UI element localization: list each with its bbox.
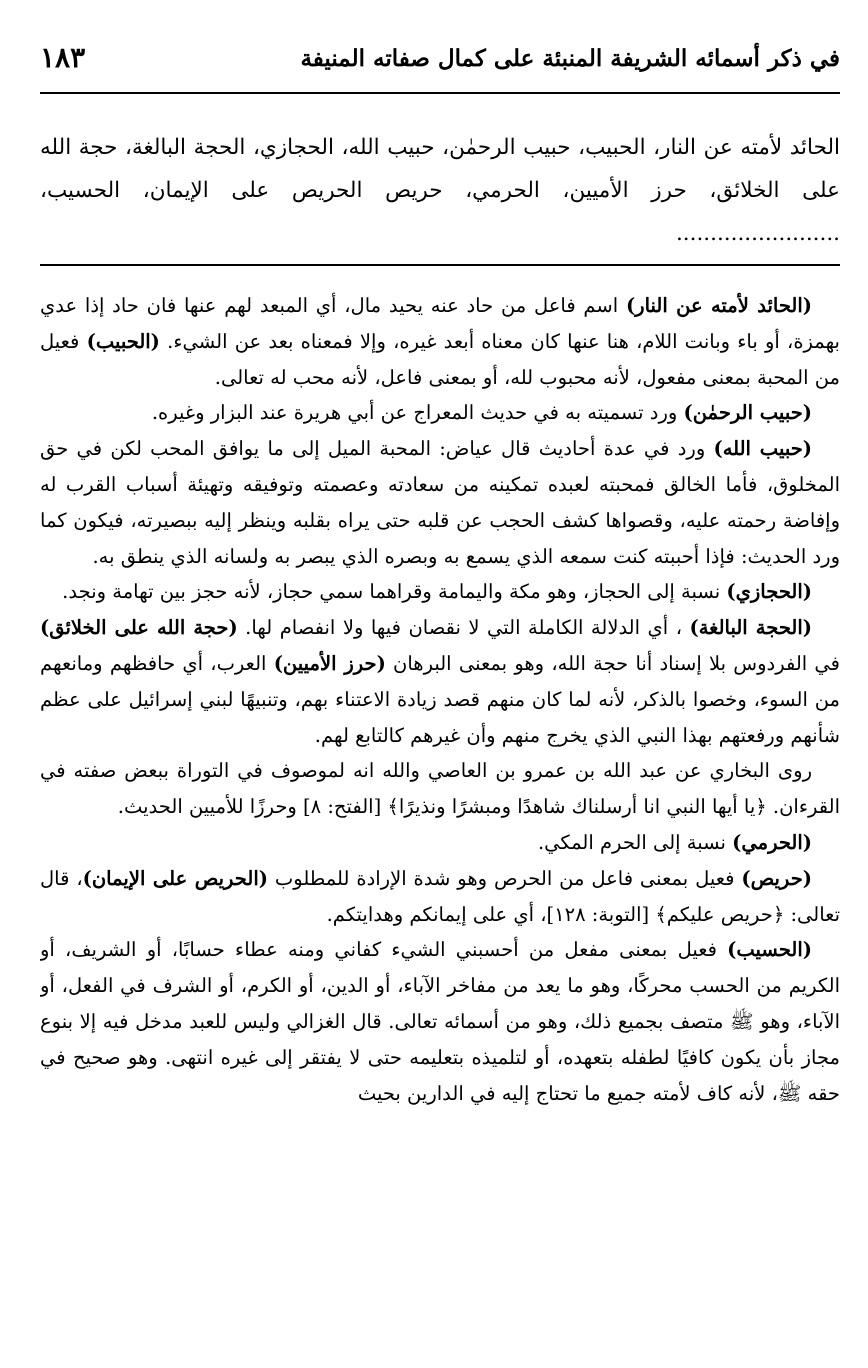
commentary-text: نسبة إلى الحرم المكي. (537, 830, 733, 854)
commentary-text: ، أي الدلالة الكاملة التي لا نقصان فيها ولا انفصام لها. (237, 616, 690, 640)
commentary-text: روى البخاري عن عبد الله بن عمرو بن العاصي والله انه لموصوف في التوراة ببعض صفته في القرءان. ﴿يا أيها النبي انا أرسلناك شاهدًا ومبشرًا ونذيرًا﴾ [الفتح: ٨] وحرزًا للأميين الحديث. (40, 759, 840, 819)
commentary-text: ورد في عدة أحاديث قال عياض: المحبة الميل إلى ما يوافق المحب لكن في حق المخلوق، فأما الخالق فمحبته لعبده تمكينه من سعادته وعصمته وتوفيقه وتهيئة أسباب القرب له وإفاضة رحمته عليه، وقصواها كشف الحجب عن قلبه حتى يراه بقلبه وينظر إليه ببصيرته، فيكون كما ورد الحديث: فإذا أحببته كنت سمعه الذي يسمع به وبصره الذي يبصر به ولسانه الذي ينطق به. (40, 437, 840, 568)
page-number: ١٨٣ (40, 41, 86, 74)
commentary-term: (الحائد لأمته عن النار) (625, 294, 812, 317)
commentary-term: (حجة الله على الخلائق) (40, 616, 238, 640)
book-page (40, 30, 840, 1350)
commentary-text: نسبة إلى الحجاز، وهو مكة واليمامة وقراهما سمي حجاز، لأنه حجز بين تهامة ونجد. (62, 580, 727, 604)
commentary-term: (حبيب الله) (713, 437, 812, 461)
commentary-paragraph (40, 395, 840, 431)
commentary-term: (حريص) (741, 866, 812, 890)
commentary-term: (حبيب الرحمٰن) (683, 401, 812, 425)
commentary-paragraph (40, 932, 840, 1111)
commentary-term: (الحريص على الإيمان) (82, 866, 268, 890)
commentary-term: (الحجة البالغة) (689, 616, 812, 640)
commentary-term: (الحجازي) (726, 580, 812, 604)
main-text-paragraph: الحائد لأمته عن النار، الحبيب، حبيب الرحمٰن، حبيب الله، الحجازي، الحجة البالغة، حجة الله على الخلائق، حرز الأميين، الحرمي، حريص الحريص على الإيمان، الحسيب، ........................ (40, 135, 840, 246)
commentary-text: فعيل بمعنى فاعل من الحرص وهو شدة الإرادة للمطلوب (267, 866, 742, 890)
commentary-paragraph (40, 753, 840, 825)
commentary (40, 288, 840, 1350)
commentary-term: (الحرمي) (732, 830, 812, 854)
main-text (40, 126, 840, 256)
commentary-paragraph (40, 610, 840, 753)
commentary-term: (الحبيب) (86, 329, 160, 353)
commentary-paragraph (40, 288, 840, 395)
commentary-text: فعيل من المحبة بمعنى مفعول، لأنه محبوب لله، أو بمعنى فاعل، لأنه محب له تعالى. (40, 329, 840, 389)
commentary-paragraph (40, 825, 840, 861)
commentary-term: (حرز الأميين) (273, 651, 386, 675)
commentary-paragraph (40, 574, 840, 610)
commentary-text: ، قال تعالى: ﴿حريص عليكم﴾ [التوبة: ١٢٨]، أي على إيمانكم وهدايتكم. (40, 866, 840, 926)
commentary-text: في الفردوس بلا إسناد أنا حجة الله، وهو بمعنى البرهان (385, 651, 840, 675)
running-title: في ذكر أسمائه الشريفة المنبئة على كمال صفاته المنيفة (300, 44, 840, 72)
commentary-term: (الحسيب) (727, 938, 812, 962)
commentary-paragraph (40, 431, 840, 574)
header-rule (40, 92, 840, 94)
separator-rule (40, 264, 840, 266)
commentary-text: اسم فاعل من حاد عنه يحيد مال، أي المبعد لهم عنها فان حاد إذا عدي بهمزة، أو باء وبانت اللام، هنا عنها كان معناه أبعد غيره، وإلا فمعناه بعد عن الشيء. (40, 294, 840, 353)
commentary-text: فعيل بمعنى مفعل من أحسبني الشيء كفاني ومنه عطاء حسابًا، أو الشريف، أو الكريم من الحسب محركًا، وهو ما يعد من مفاخر الآباء، أو الدين، أو الكرم، أو الشرف في الفعل، أو الآباء، وهو ﷺ متصف بجميع ذلك، وهو من أسمائه تعالى. قال الغزالي وليس للعبد مدخل فيه إلا بنوع مجاز بأن يكون كافيًا لطفله بتعهده، أو لتلميذه بتعليمه حتى لا يفتقر إلى غيره انتهى. وهو صحيح في حقه ﷺ، لأنه كاف لأمته جميع ما تحتاج إليه في الدارين بحيث (40, 938, 840, 1105)
page-header (40, 30, 840, 86)
commentary-text: العرب، أي حافظهم ومانعهم من السوء، وخصوا بالذكر، لأنه لما كان منهم قصد زيادة الاعتناء بهم، وتنبيهًا لبني إسرائيل على عظم شأنهم ورفعتهم بهذا النبي الذي يخرج منهم وأن غيرهم كالتابع لهم. (40, 651, 840, 747)
commentary-paragraph (40, 861, 840, 933)
commentary-text: ورد تسميته به في حديث المعراج عن أبي هريرة عند البزار وغيره. (151, 401, 684, 425)
